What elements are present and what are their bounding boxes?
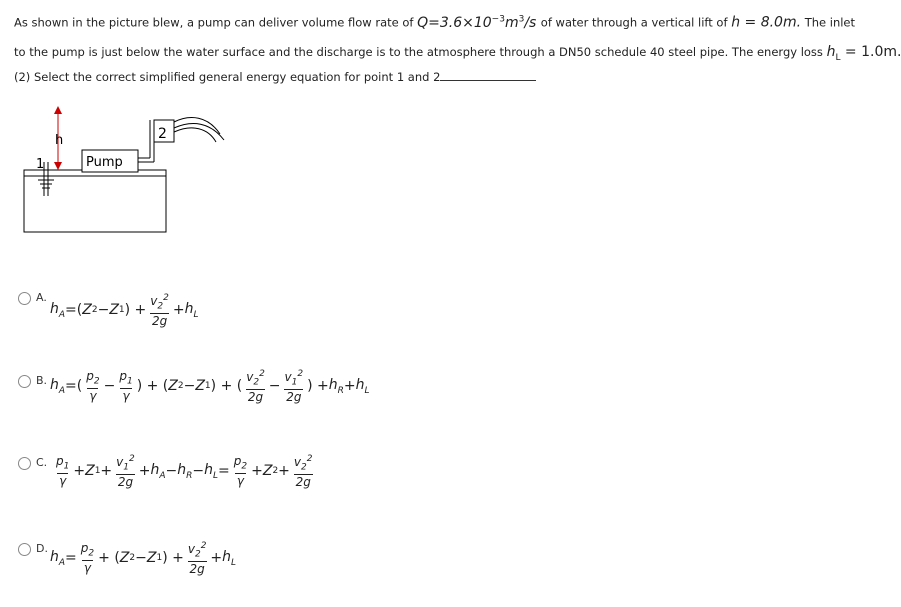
question-text-2: to the pump is just below the water surface and the discharge is to the atmosphere through a DN50 schedule 40 steel pipe. The energy loss [14, 45, 823, 59]
option-a-letter: A. [36, 291, 47, 304]
question-line-2 [14, 44, 901, 63]
option-c-radio[interactable] [18, 457, 31, 470]
question-text-3: (2) Select the correct simplified general energy equation for point 1 and 2 [14, 70, 441, 84]
option-a-radio[interactable] [18, 292, 31, 305]
question-line-3 [14, 70, 536, 84]
height-label: h [55, 133, 64, 148]
question-text-1c: The inlet [804, 15, 856, 30]
option-a-equation: $h_A$ =( Z 2 − Z 1 ) + $\frac{v_2^2}{2g}$ + $h_L$ [50, 293, 199, 329]
lift-value: h = 8.0m. [731, 14, 802, 31]
option-c-equation: $\frac{p_1}{\gamma}$ + Z 1 + $\frac{v_1^2}{2g}$ + $h_A$ − $h_R$ − $h_L$ = $\frac{p_2}{\gamma}$ + Z 2 + $\frac{v_2^2}{2g}$ [56, 453, 313, 490]
option-b-equation: $h_A$ =( $\frac{p_2}{\gamma}$ − $\frac{p_1}{\gamma}$ ) + ( Z 2 − Z 1 ) + ( $\frac{v_2^2}{2g}$ − $\frac{v_1^2}{2g}$ ) + $h_R$ + $h_L$ [50, 368, 370, 405]
option-c-letter: C. [36, 456, 48, 469]
option-d-radio[interactable] [18, 543, 31, 556]
option-d-equation: $h_A$ = $\frac{p_2}{\gamma}$ + ( Z 2 − Z 1 ) + $\frac{v_2^2}{2g}$ + $h_L$ [50, 540, 237, 577]
option-b-letter: B. [36, 374, 48, 387]
option-b-radio[interactable] [18, 375, 31, 388]
option-d-letter: D. [36, 542, 48, 555]
question-line-1 [14, 14, 855, 31]
question-text-1b: of water through a vertical lift of [540, 15, 728, 30]
flow-rate-value: $Q=3.6\times 10^{-3}m^3/s$ [417, 14, 537, 31]
question-text-1a: As shown in the picture blew, a pump can deliver volume flow rate of [14, 15, 414, 30]
answer-blank [440, 70, 536, 81]
pump-diagram [20, 100, 240, 240]
point-1-label: 1 [36, 157, 45, 172]
energy-loss-value: $h_L = 1.0m$. [826, 44, 901, 63]
point-2-label: 2 [158, 126, 167, 142]
pump-label: Pump [86, 155, 123, 170]
